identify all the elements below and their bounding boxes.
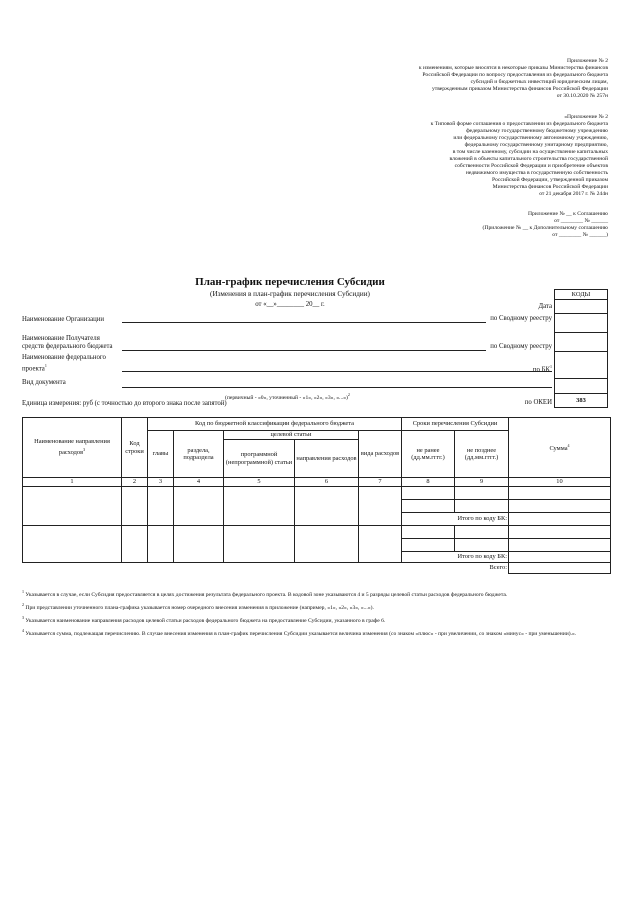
th-summa-text: Сумма bbox=[549, 445, 568, 453]
field-project-line[interactable] bbox=[122, 371, 552, 372]
cell-name[interactable] bbox=[23, 486, 122, 525]
header-line: или федеральному государственному автономному учреждению, bbox=[453, 135, 608, 141]
footnote-4 bbox=[22, 627, 612, 638]
label-date: Дата bbox=[538, 303, 552, 310]
cell-napr[interactable] bbox=[295, 525, 359, 562]
header-line: от 30.10.2020 № 257н bbox=[556, 93, 608, 99]
codes-header: КОДЫ bbox=[555, 290, 608, 300]
footnote-mark: 2 bbox=[347, 392, 350, 397]
itogo-bk-label: Итого по коду БК: bbox=[402, 512, 509, 525]
cell-summa[interactable] bbox=[509, 499, 611, 512]
field-recipient-line[interactable] bbox=[122, 350, 486, 351]
cell-itogo-summa[interactable] bbox=[509, 512, 611, 525]
date-line: от «__»________ 20__ г. bbox=[255, 301, 325, 308]
label-bk bbox=[533, 363, 552, 374]
label-reestr-1: по Сводному реестру bbox=[490, 315, 552, 322]
header-line: от ________ № ______ bbox=[554, 218, 608, 224]
header-line: в том числе казенному, субсидии на осуществление капитальных bbox=[452, 149, 608, 155]
header-line: к Типовой форме соглашения о предоставлении из федерального бюджета bbox=[430, 121, 608, 127]
footnote-3 bbox=[22, 614, 612, 625]
field-project-label bbox=[22, 354, 117, 373]
header-line: «Приложение № 2 bbox=[564, 114, 608, 120]
footnote-mark: 1 bbox=[550, 364, 552, 369]
cell-code[interactable] bbox=[122, 525, 148, 562]
header-line: от ________ № ______) bbox=[552, 232, 608, 238]
footnote-2 bbox=[22, 601, 612, 612]
header-line: Приложение № 2 bbox=[567, 58, 608, 64]
col-num: 7 bbox=[359, 478, 402, 487]
itogo-bk-label: Итого по коду БК: bbox=[402, 551, 509, 562]
cell-ne-pozdnee[interactable] bbox=[455, 486, 509, 499]
field-doc-hint bbox=[225, 391, 350, 402]
cell-ne-pozdnee[interactable] bbox=[455, 499, 509, 512]
cell-program[interactable] bbox=[224, 486, 295, 525]
header-block-typical-form bbox=[431, 114, 608, 198]
header-line: от 21 декабря 2017 г. № 244н bbox=[539, 191, 608, 197]
header-line: Приложение № __ к Соглашению bbox=[527, 211, 608, 217]
cell-summa[interactable] bbox=[509, 538, 611, 551]
page-subtitle: (Изменения в план-график перечисления Субсидии) bbox=[210, 290, 370, 298]
col-num: 9 bbox=[455, 478, 509, 487]
col-num: 6 bbox=[295, 478, 359, 487]
header-line: к изменениям, которые вносятся в некоторые приказы Министерства финансов bbox=[418, 65, 608, 71]
col-num: 3 bbox=[148, 478, 174, 487]
schedule-table bbox=[22, 417, 611, 574]
header-line: федеральному государственному унитарному предприятию, bbox=[464, 142, 608, 148]
header-block-appendix-2 bbox=[419, 58, 608, 100]
cell-vsego-summa[interactable] bbox=[509, 562, 611, 573]
footnote-text: Указывается сумма, подлежащая перечислению. В случае внесения изменения в план-график перечисления Субсидии указывается величина изменения (со знаком «плюс» - при увеличении, со знаком «минус» - при уменьшении).». bbox=[25, 630, 577, 637]
col-num: 1 bbox=[23, 478, 122, 487]
cell-vid[interactable] bbox=[359, 486, 402, 525]
col-num: 5 bbox=[224, 478, 295, 487]
label-okei: по ОКЕИ bbox=[524, 399, 552, 406]
th-name-text: Наименование направления расходов bbox=[34, 438, 110, 457]
cell-glava[interactable] bbox=[148, 486, 174, 525]
header-line: недвижимого имущества в государственную собственность bbox=[465, 170, 608, 176]
th-program: программной (непрограммной) статьи bbox=[224, 440, 295, 478]
header-line: Российской Федерации по вопросу предоставления из федерального бюджета bbox=[422, 72, 608, 78]
page-title: План-график перечисления Субсидии bbox=[195, 276, 385, 288]
field-doc-line[interactable] bbox=[122, 387, 552, 388]
cell-razdel[interactable] bbox=[174, 525, 224, 562]
cell-summa[interactable] bbox=[509, 486, 611, 499]
code-bk bbox=[555, 352, 608, 379]
table-row-total bbox=[23, 562, 611, 573]
footnote-text: Указывается наименование направления расходов целевой статьи расходов федерального бюджета на предоставление Субсидии, указанного в графе 6. bbox=[25, 617, 386, 624]
th-razdel: раздела, подраздела bbox=[174, 431, 224, 478]
cell-ne-ranee[interactable] bbox=[402, 525, 455, 538]
field-doc-label: Вид документа bbox=[22, 379, 66, 386]
cell-ne-pozdnee[interactable] bbox=[455, 538, 509, 551]
th-summa bbox=[509, 418, 611, 478]
cell-napr[interactable] bbox=[295, 486, 359, 525]
header-block-agreement bbox=[483, 211, 608, 239]
th-ne-pozdnee: не позднее (дд.мм.гггг.) bbox=[455, 431, 509, 478]
cell-ne-ranee[interactable] bbox=[402, 486, 455, 499]
footnote-mark: 3 bbox=[83, 446, 86, 452]
vsego-label: Всего: bbox=[23, 562, 509, 573]
th-name bbox=[23, 418, 122, 478]
th-kbk: Код по бюджетной классификации федерального бюджета bbox=[148, 418, 402, 431]
label-bk-text: по БК bbox=[532, 366, 550, 374]
cell-vid[interactable] bbox=[359, 525, 402, 562]
header-line: Российской Федерации, утвержденной приказом bbox=[492, 177, 608, 183]
cell-ne-ranee[interactable] bbox=[402, 538, 455, 551]
cell-program[interactable] bbox=[224, 525, 295, 562]
footnote-mark: 4 bbox=[567, 443, 570, 449]
cell-ne-pozdnee[interactable] bbox=[455, 525, 509, 538]
footnote-text: Указывается в случае, если Субсидия предоставляется в целях достижения результата федерального проекта. В кодовой зоне указываются 4 и 5 разряды целевой статьи расходов федерального бюджета. bbox=[25, 591, 508, 598]
cell-summa[interactable] bbox=[509, 525, 611, 538]
header-line: (Приложение № __ к Дополнительному соглашению bbox=[482, 225, 608, 231]
col-num: 4 bbox=[174, 478, 224, 487]
field-unit-label: Единица измерения: руб (с точностью до второго знака после запятой) bbox=[22, 400, 227, 407]
th-cs: целевой статьи bbox=[224, 431, 359, 440]
header-line: субсидий и бюджетных инвестиций юридическим лицам, bbox=[470, 79, 608, 85]
table-row bbox=[23, 525, 611, 538]
cell-itogo-summa[interactable] bbox=[509, 551, 611, 562]
footnote-mark: 2 bbox=[22, 601, 24, 607]
th-sroki: Сроки перечисления Субсидии bbox=[402, 418, 509, 431]
cell-code[interactable] bbox=[122, 486, 148, 525]
th-vid: вида расходов bbox=[359, 431, 402, 478]
col-num: 10 bbox=[509, 478, 611, 487]
codes-table bbox=[554, 289, 608, 408]
code-date bbox=[555, 300, 608, 314]
cell-razdel[interactable] bbox=[174, 486, 224, 525]
cell-glava[interactable] bbox=[148, 525, 174, 562]
field-doc-hint-text: (первичный - «0», уточненный - «1», «2», «3», «...») bbox=[225, 394, 348, 401]
header-line: собственности Российской Федерации и приобретение объектов bbox=[454, 163, 608, 169]
code-blank bbox=[555, 379, 608, 394]
th-glava: главы bbox=[148, 431, 174, 478]
footnote-mark: 1 bbox=[22, 589, 24, 594]
header-line: утвержденным приказом Министерства финансов Российской Федерации bbox=[431, 86, 608, 92]
col-num: 2 bbox=[122, 478, 148, 487]
field-org-line[interactable] bbox=[122, 322, 486, 323]
field-recipient-label: Наименование Получателя средств федерального бюджета bbox=[22, 335, 113, 350]
field-org-label: Наименование Организации bbox=[22, 316, 105, 323]
header-line: вложений в объекты капитального строительства государственной bbox=[449, 156, 608, 162]
header-line: Министерства финансов Российской Федерации bbox=[492, 184, 608, 190]
field-project-text: Наименование федерального проекта bbox=[22, 354, 106, 373]
cell-name[interactable] bbox=[23, 525, 122, 562]
table-row bbox=[23, 486, 611, 499]
footnote-mark: 3 bbox=[22, 614, 24, 620]
footnote-text: При представлении уточненного плана-графика указывается номер очередного внесения изменения в приложение (например, «1», «2», «3», «...»). bbox=[25, 604, 374, 611]
code-okei: 383 bbox=[555, 394, 608, 408]
cell-ne-ranee[interactable] bbox=[402, 499, 455, 512]
code-reestr2 bbox=[555, 333, 608, 352]
footnote-1 bbox=[22, 588, 612, 599]
footnote-mark: 4 bbox=[22, 627, 24, 633]
label-reestr-2: по Сводному реестру bbox=[490, 343, 552, 350]
code-reestr1 bbox=[555, 314, 608, 333]
footnote-mark: 1 bbox=[44, 363, 47, 368]
footnotes bbox=[22, 588, 612, 637]
header-line: федеральному государственному бюджетному учреждению bbox=[466, 128, 608, 134]
col-num: 8 bbox=[402, 478, 455, 487]
th-napr: направления расходов bbox=[295, 440, 359, 478]
th-code: Код строки bbox=[122, 418, 148, 478]
th-ne-ranee: не ранее (дд.мм.гггг.) bbox=[402, 431, 455, 478]
